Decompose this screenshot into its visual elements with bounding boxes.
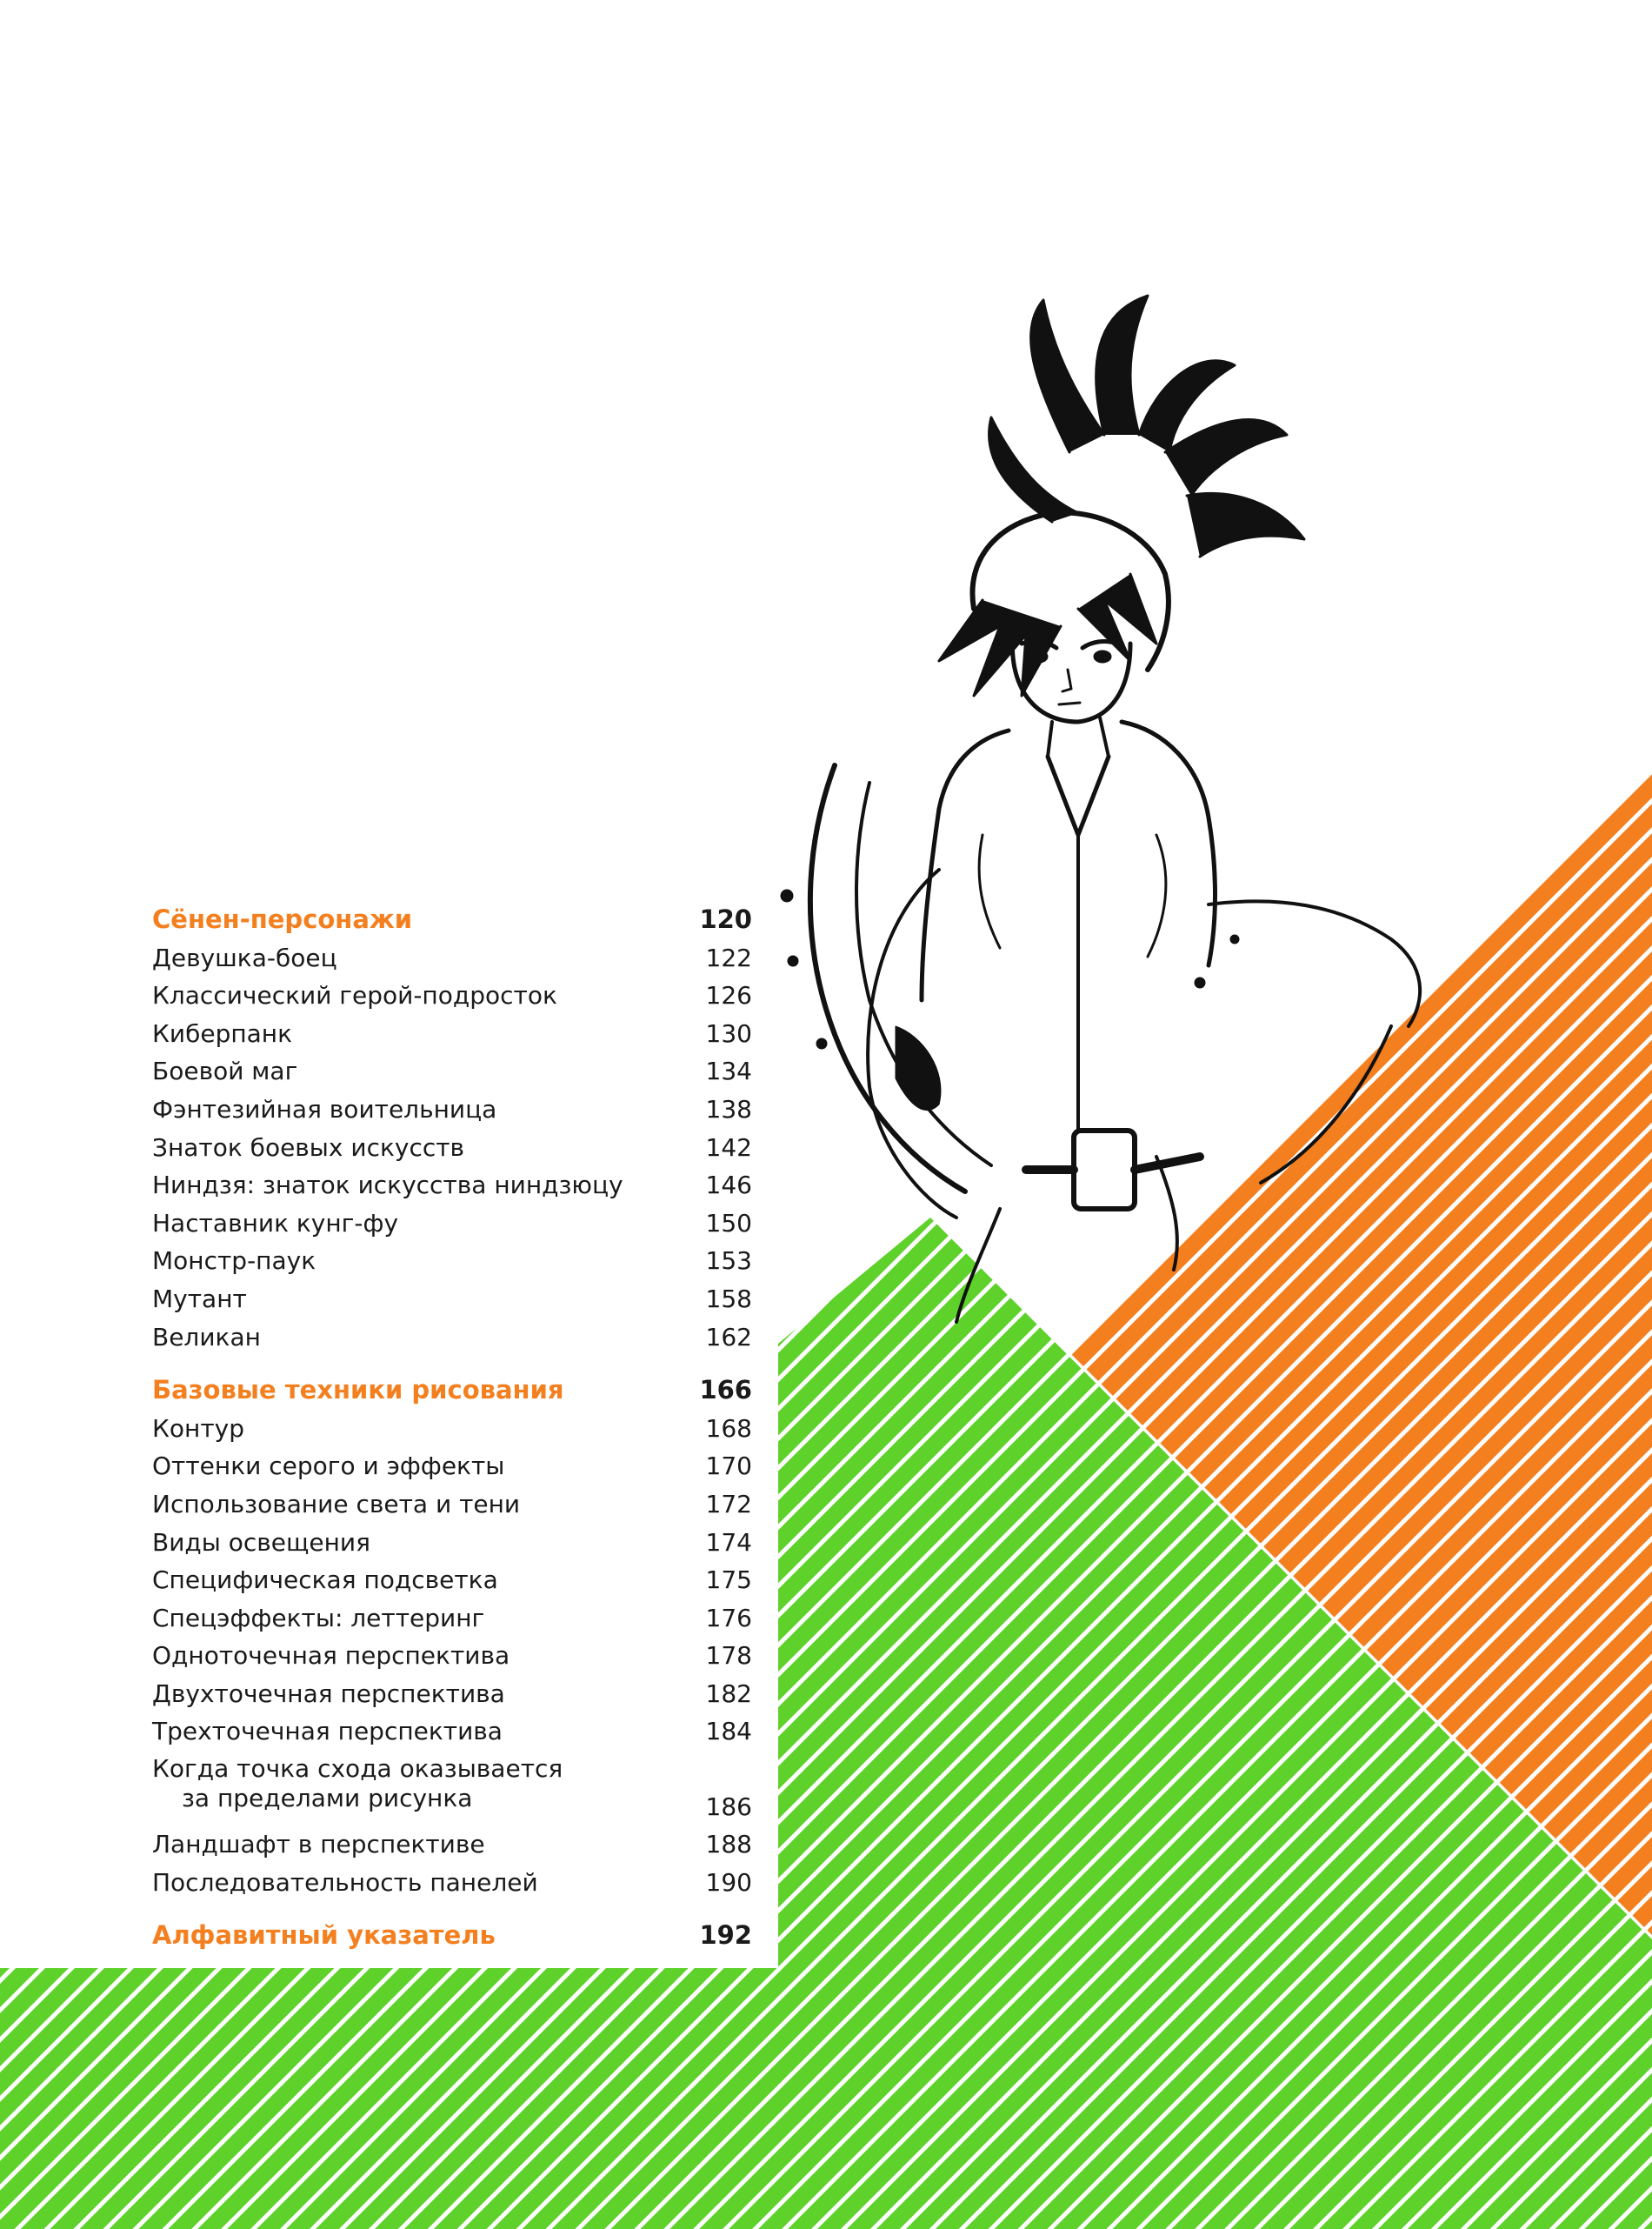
toc-entry[interactable] [152, 1825, 752, 1864]
toc-entry[interactable] [152, 1751, 752, 1825]
toc-entry[interactable] [152, 1091, 752, 1129]
toc-entry[interactable] [152, 1675, 752, 1713]
toc-entry-page: 188 [705, 1830, 752, 1859]
toc-entry[interactable] [152, 1485, 752, 1524]
toc-entry[interactable] [152, 1280, 752, 1318]
toc-entry-title: Девушка-боец [152, 943, 337, 972]
toc-entry-title: Фэнтезийная воительница [152, 1094, 497, 1124]
toc-entry[interactable] [152, 1864, 752, 1902]
toc-entry-title: Оттенки серого и эффекты [152, 1452, 505, 1481]
toc-entry-page: 176 [705, 1603, 752, 1632]
toc-entry-title: Двухточечная перспектива [152, 1678, 505, 1708]
toc-entry-title: Монстр-паук [152, 1246, 316, 1276]
toc-section-heading[interactable] [152, 901, 752, 939]
toc-section-page: 120 [699, 904, 752, 934]
toc-entry-title: Спецэффекты: леттеринг [152, 1603, 485, 1632]
toc-entry-title: Контур [152, 1413, 244, 1443]
toc-entry[interactable] [152, 1524, 752, 1562]
toc-entry-page: 178 [705, 1641, 752, 1671]
toc-entry-page: 186 [705, 1792, 752, 1822]
toc-entry-page: 138 [705, 1094, 752, 1124]
toc-entry-page: 172 [705, 1489, 752, 1518]
section-spacer [152, 1901, 752, 1917]
toc-entry-title: Классический герой-подросток [152, 981, 557, 1011]
toc-entry[interactable] [152, 1637, 752, 1675]
toc-entry[interactable] [152, 1015, 752, 1053]
toc-entry[interactable] [152, 1166, 752, 1205]
toc-entry-title: Использование света и тени [152, 1489, 521, 1518]
toc-entry-title-line: за пределами рисунка [182, 1784, 473, 1813]
toc-entry-page: 146 [705, 1171, 752, 1200]
toc-entry-page: 175 [705, 1565, 752, 1595]
toc-entry-title: Боевой маг [152, 1057, 298, 1086]
toc-entry-page: 122 [705, 943, 752, 972]
toc-entry-title: Виды освещения [152, 1527, 370, 1557]
toc-entry[interactable] [152, 1052, 752, 1091]
toc-entry-title: Киберпанк [152, 1018, 293, 1048]
toc-entry-title: Специфическая подсветка [152, 1565, 498, 1595]
toc-entry-page: 182 [705, 1678, 752, 1708]
toc-entry-title: Ландшафт в перспективе [152, 1830, 485, 1859]
toc-entry-page: 142 [705, 1132, 752, 1162]
toc-entry[interactable] [152, 1561, 752, 1599]
toc-entry-page: 190 [705, 1867, 752, 1897]
toc-entry-page: 130 [705, 1018, 752, 1048]
toc-entry-title: Ниндзя: знаток искусства ниндзюцу [152, 1171, 623, 1200]
toc-entry-page: 153 [705, 1246, 752, 1276]
toc-entry-page: 184 [705, 1717, 752, 1746]
toc-entry[interactable] [152, 977, 752, 1015]
toc-section-page: 192 [699, 1920, 752, 1951]
toc-entry-page: 174 [705, 1527, 752, 1557]
toc-entry[interactable] [152, 1712, 752, 1751]
toc-entry-title: Мутант [152, 1284, 247, 1313]
toc-entry-title: Одноточечная перспектива [152, 1641, 510, 1671]
toc-entry-page: 134 [705, 1057, 752, 1086]
toc-section-page: 166 [699, 1375, 752, 1405]
toc-entry-title: Знаток боевых искусств [152, 1132, 465, 1162]
toc-entry[interactable] [152, 1242, 752, 1280]
toc-entry[interactable] [152, 1318, 752, 1357]
toc-entry[interactable] [152, 1129, 752, 1167]
toc-entry[interactable] [152, 1205, 752, 1243]
toc-section-heading[interactable] [152, 1371, 752, 1410]
toc-entry-title: Наставник кунг-фу [152, 1208, 399, 1238]
section-spacer [152, 1356, 752, 1371]
toc-section-heading[interactable] [152, 1917, 752, 1955]
toc-entry[interactable] [152, 1410, 752, 1448]
toc-entry[interactable] [152, 1599, 752, 1638]
toc-entry-page: 126 [705, 981, 752, 1011]
toc-entry-title: Великан [152, 1322, 261, 1351]
toc-entry-title: Последовательность панелей [152, 1867, 538, 1897]
toc-entry-page: 158 [705, 1284, 752, 1313]
toc-entry-title: Трехточечная перспектива [152, 1717, 503, 1746]
table-of-contents [152, 901, 752, 1955]
toc-entry-page: 168 [705, 1413, 752, 1443]
toc-entry-page: 150 [705, 1208, 752, 1238]
toc-section-title: Базовые техники рисования [152, 1375, 564, 1405]
toc-entry-page: 170 [705, 1452, 752, 1481]
toc-section-title: Сёнен-персонажи [152, 904, 413, 934]
toc-entry-title [152, 1751, 563, 1813]
toc-entry-title-line: Когда точка схода оказывается [152, 1754, 563, 1784]
toc-entry[interactable] [152, 1447, 752, 1485]
toc-entry-page: 162 [705, 1322, 752, 1351]
toc-section-title: Алфавитный указатель [152, 1920, 496, 1951]
toc-entry[interactable] [152, 939, 752, 978]
